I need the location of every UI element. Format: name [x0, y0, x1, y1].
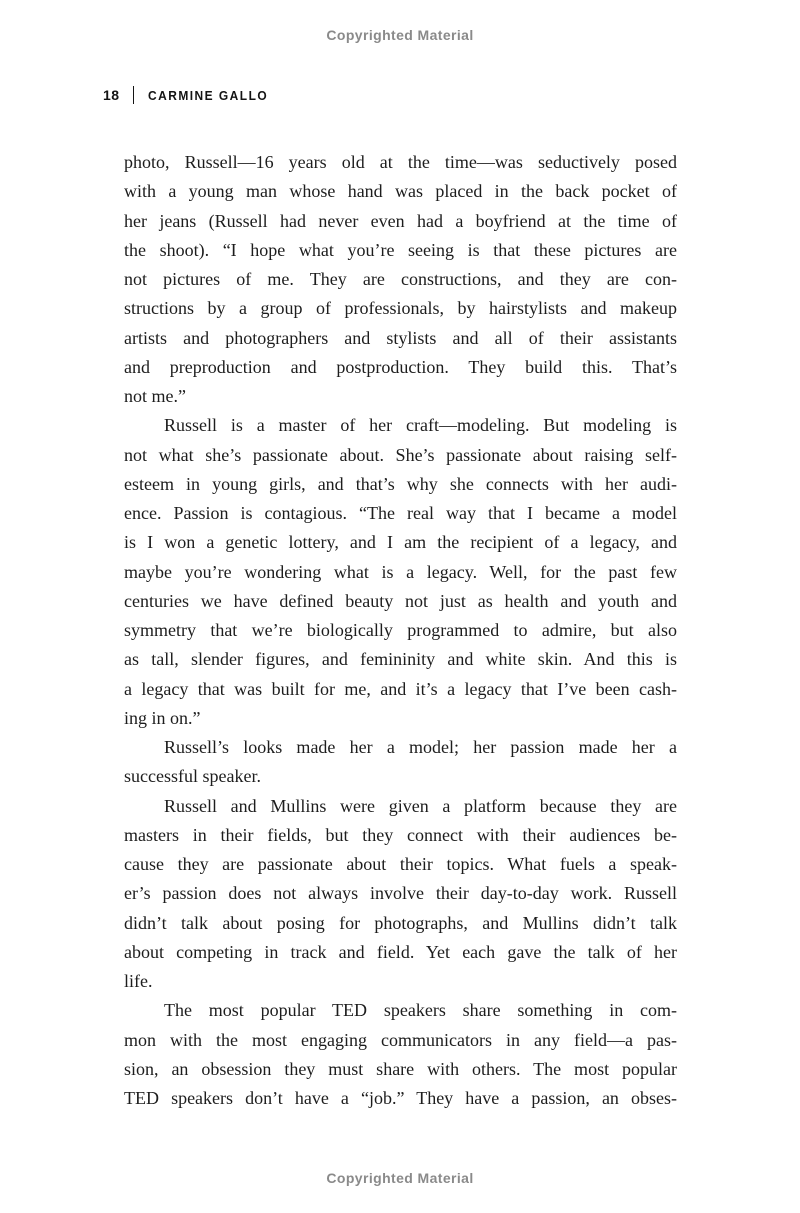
text-line: TED speakers don’t have a “job.” They have a passion, an obses- — [124, 1088, 677, 1108]
text-line: her jeans (Russell had never even had a boyfriend at the time of — [124, 210, 677, 231]
text-line: a legacy that was built for me, and it’s a legacy that I’ve been cash- — [124, 678, 677, 699]
text-line: artists and photographers and stylists and all of their assistants — [124, 327, 677, 348]
text-line: ing in on.” — [124, 707, 201, 728]
text-line: The most popular TED speakers share something in com- — [164, 1000, 677, 1021]
text-line: the shoot). “I hope what you’re seeing is that these pictures are — [124, 239, 677, 260]
text-line: about competing in track and field. Yet each gave the talk of her — [124, 941, 677, 962]
text-line: life. — [124, 971, 153, 991]
body-text — [124, 148, 677, 1113]
copyright-notice-top: Copyrighted Material — [326, 27, 474, 43]
text-line: ence. Passion is contagious. “The real way that I became a model — [124, 503, 677, 523]
text-line: is I won a genetic lottery, and I am the recipient of a legacy, and — [124, 532, 677, 553]
text-line: masters in their fields, but they connect with their audiences be- — [124, 824, 677, 845]
page-number: 18 — [103, 87, 120, 103]
text-line: and preproduction and postproduction. They build this. That’s — [124, 356, 677, 377]
text-line: sion, an obsession they must share with others. The most popular — [124, 1058, 677, 1079]
text-line: structions by a group of professionals, by hairstylists and makeup — [124, 298, 677, 319]
running-header — [103, 86, 279, 104]
text-line: maybe you’re wondering what is a legacy. Well, for the past few — [124, 561, 677, 582]
text-line: centuries we have defined beauty not just as health and youth and — [124, 590, 677, 611]
text-line: didn’t talk about posing for photographs, and Mullins didn’t talk — [124, 912, 677, 933]
text-line: successful speaker. — [124, 766, 261, 787]
copyright-notice-bottom: Copyrighted Material — [326, 1170, 474, 1186]
text-line: not me.” — [124, 386, 186, 406]
text-line: er’s passion does not always involve their day-to-day work. Russell — [124, 883, 677, 904]
text-line: cause they are passionate about their topics. What fuels a speak- — [124, 854, 677, 874]
text-line: not pictures of me. They are constructions, and they are con- — [124, 269, 677, 289]
text-line: not what she’s passionate about. She’s passionate about raising self- — [124, 444, 677, 465]
text-line: esteem in young girls, and that’s why she connects with her audi- — [124, 473, 677, 494]
text-line: mon with the most engaging communicators in any field—a pas- — [124, 1029, 677, 1050]
text-line: Russell is a master of her craft—modeling. But modeling is — [164, 415, 677, 436]
text-line: Russell’s looks made her a model; her passion made her a — [164, 737, 677, 757]
text-line: with a young man whose hand was placed in the back pocket of — [124, 181, 677, 202]
author-name: CARMINE GALLO — [148, 87, 269, 103]
text-line: Russell and Mullins were given a platform because they are — [164, 795, 677, 816]
header-divider — [133, 86, 135, 104]
text-line: as tall, slender figures, and femininity and white skin. And this is — [124, 649, 677, 670]
text-line: symmetry that we’re biologically programmed to admire, but also — [124, 620, 677, 640]
text-line: photo, Russell—16 years old at the time—was seductively posed — [124, 152, 677, 172]
